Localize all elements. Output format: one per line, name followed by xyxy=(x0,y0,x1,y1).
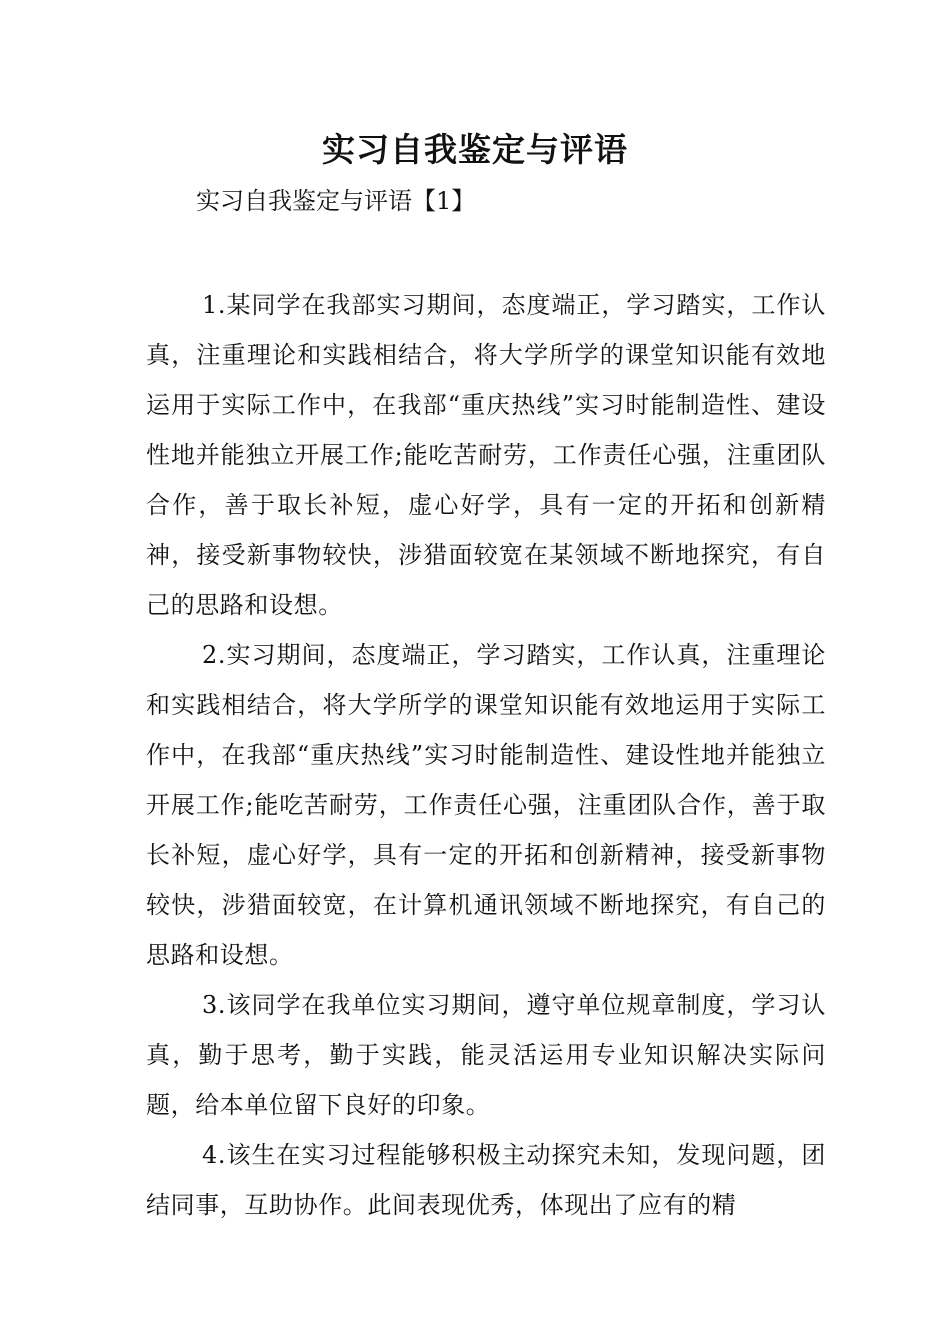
paragraph-4: 4.该生在实习过程能够积极主动探究未知，发现问题，团结同事，互助协作。此间表现优秀，体现出了应有的精 xyxy=(146,1141,826,1219)
paragraph-3: 3.该同学在我单位实习期间，遵守单位规章制度，学习认真，勤于思考，勤于实践，能灵活运用专业知识解决实际问题，给本单位留下良好的印象。 xyxy=(146,991,826,1119)
section-heading: 实习自我鉴定与评语【1】 xyxy=(196,187,476,215)
document-title: 实习自我鉴定与评语 xyxy=(322,130,628,169)
document-body xyxy=(146,280,826,1230)
paragraph-1: 1.某同学在我部实习期间，态度端正，学习踏实，工作认真，注重理论和实践相结合，将大学所学的课堂知识能有效地运用于实际工作中，在我部“重庆热线”实习时能制造性、建设性地并能独立开展工作;能吃苦耐劳，工作责任心强，注重团队合作，善于取长补短，虚心好学，具有一定的开拓和创新精神，接受新事物较快，涉猎面较宽在某领域不断地探究，有自己的思路和设想。 xyxy=(146,291,826,619)
paragraph-2: 2.实习期间，态度端正，学习踏实，工作认真，注重理论和实践相结合，将大学所学的课堂知识能有效地运用于实际工作中，在我部“重庆热线”实习时能制造性、建设性地并能独立开展工作;能吃苦耐劳，工作责任心强，注重团队合作，善于取长补短，虚心好学，具有一定的开拓和创新精神，接受新事物较快，涉猎面较宽，在计算机通讯领域不断地探究，有自己的思路和设想。 xyxy=(146,641,826,969)
